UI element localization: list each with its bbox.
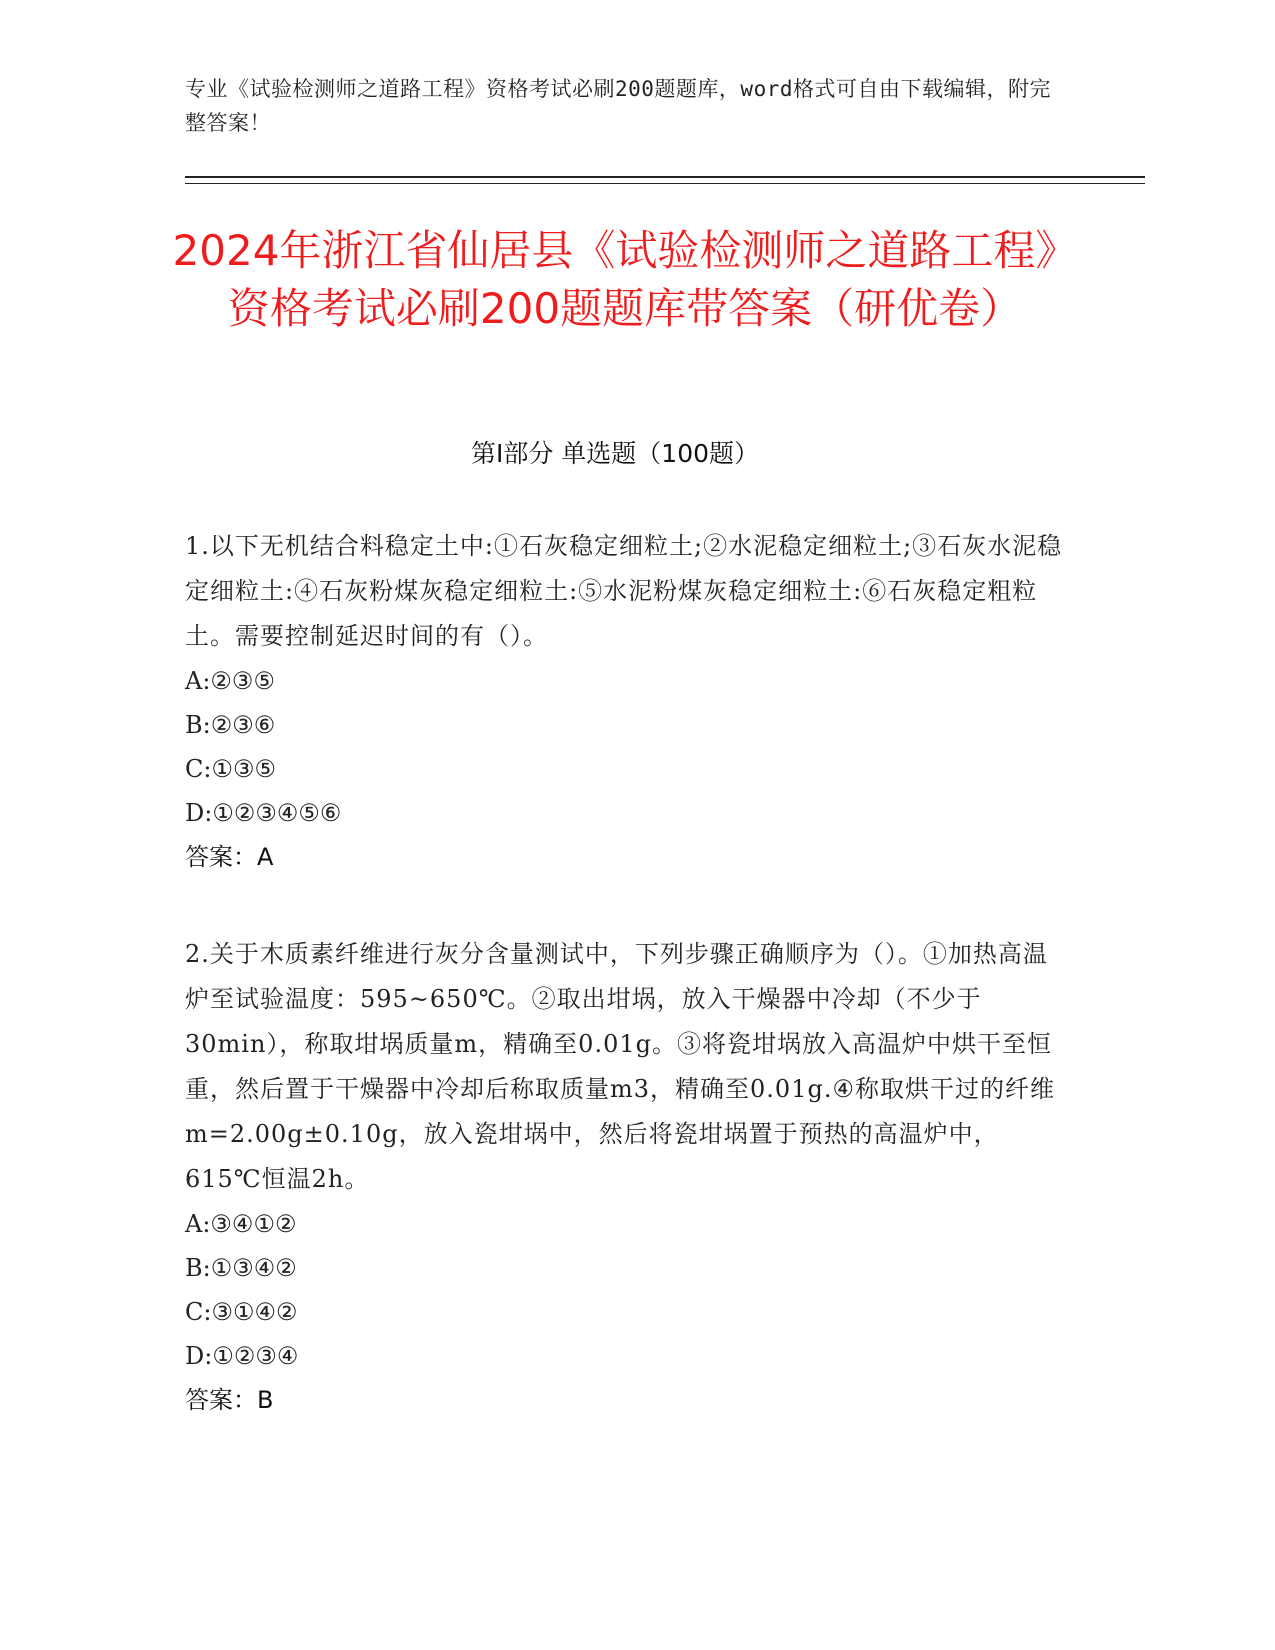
- document-title: 2024年浙江省仙居县《试验检测师之道路工程》资格考试必刷200题题库带答案（研优卷）: [172, 226, 1078, 333]
- answer-text: 答案：B: [185, 1386, 274, 1414]
- header-divider-thin: [185, 183, 1145, 184]
- option-b: B:②③⑥: [185, 711, 276, 739]
- document-header: 专业《试验检测师之道路工程》资格考试必刷200题题库，word格式可自由下载编辑，附完整答案！: [185, 77, 1051, 135]
- section-heading: 第I部分 单选题（100题）: [470, 439, 760, 468]
- option-b: B:①③④②: [185, 1254, 297, 1282]
- option-c: C:③①④②: [185, 1298, 298, 1326]
- header-divider-thick: [185, 176, 1145, 178]
- answer-text: 答案：A: [185, 843, 274, 871]
- question-stem: 1.以下无机结合料稳定土中:①石灰稳定细粒土;②水泥稳定细粒土;③石灰水泥稳定细粒土:④石灰粉煤灰稳定细粒土:⑤水泥粉煤灰稳定细粒土:⑥石灰稳定粗粒土。需要控制延迟时间的有（）。: [185, 532, 1063, 650]
- question-2: [185, 932, 1065, 1422]
- option-c: C:①③⑤: [185, 755, 276, 783]
- question-stem: 2.关于木质素纤维进行灰分含量测试中，下列步骤正确顺序为（）。①加热高温炉至试验温度：595~650℃。②取出坩埚，放入干燥器中冷却（不少于30min），称取坩埚质量m，精确至0.01g。③将瓷坩埚放入高温炉中烘干至恒重，然后置于干燥器中冷却后称取质量m3，精确至0.01g.④称取烘干过的纤维m=2.00g±0.10g，放入瓷坩埚中，然后将瓷坩埚置于预热的高温炉中，615℃恒温2h。: [185, 940, 1055, 1193]
- option-d: D:①②③④: [185, 1342, 299, 1370]
- option-a: A:②③⑤: [185, 667, 275, 695]
- option-a: A:③④①②: [185, 1210, 297, 1238]
- question-1: [185, 524, 1065, 879]
- option-d: D:①②③④⑤⑥: [185, 799, 342, 827]
